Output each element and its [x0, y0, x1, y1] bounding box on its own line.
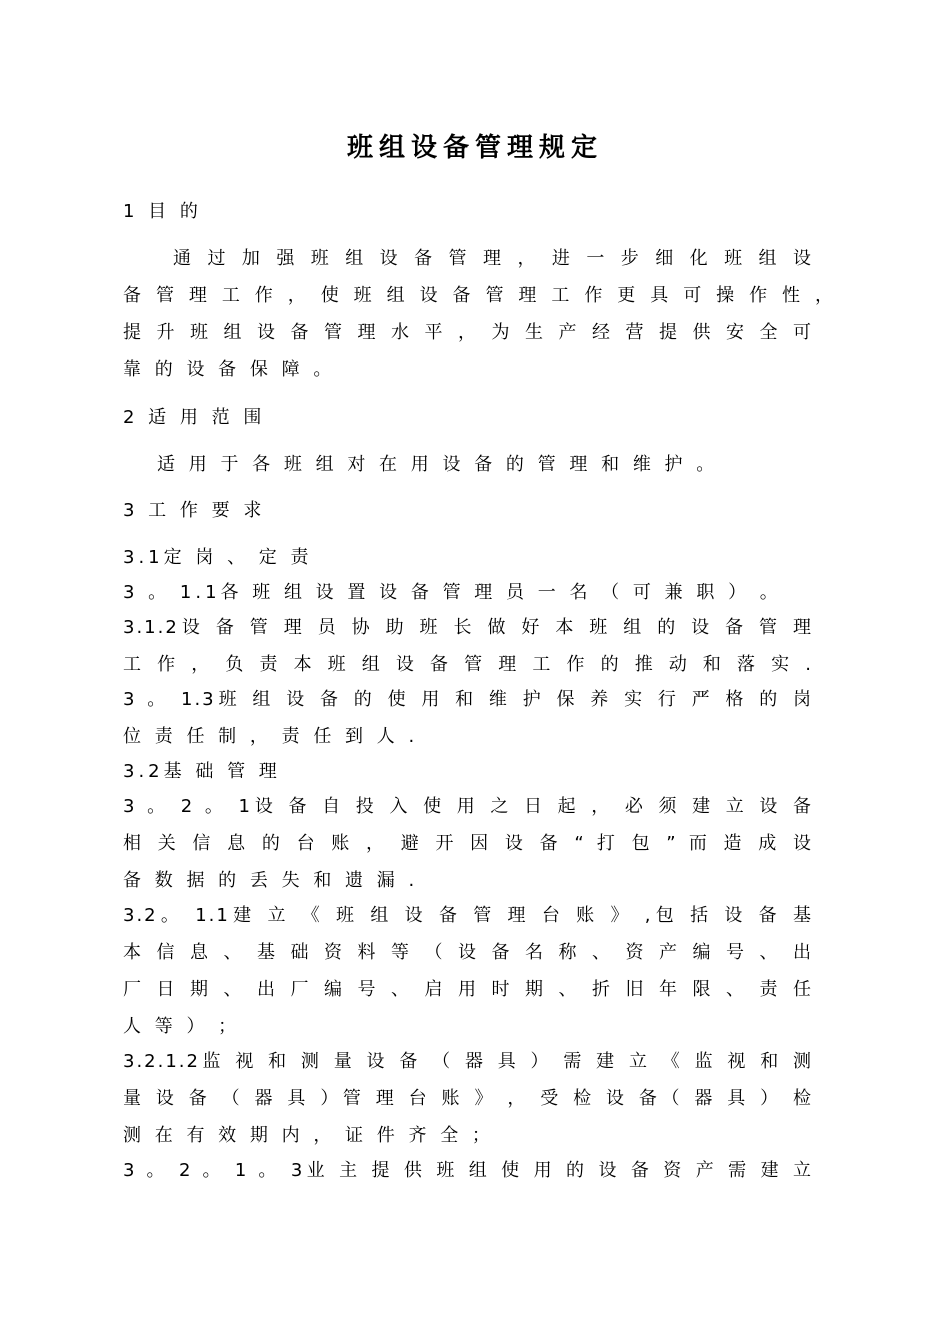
paragraph-line: 人 等 ） ； — [123, 1016, 241, 1037]
paragraph-line: 3 。 1.1各 班 组 设 置 设 备 管 理 员 一 名 （ 可 兼 职 ） 。 — [123, 582, 782, 603]
paragraph-line: 适 用 于 各 班 组 对 在 用 设 备 的 管 理 和 维 护 。 — [157, 454, 719, 475]
paragraph-line: 3.1.2设 备 管 理 员 协 助 班 长 做 好 本 班 组 的 设 备 管 理 — [123, 617, 813, 638]
paragraph-line: 相 关 信 息 的 台 账 ， 避 开 因 设 备 “ 打 包 ” 而 造 成 设 — [123, 833, 813, 854]
section-heading-scope: 2 适 用 范 围 — [123, 407, 266, 428]
document-title: 班组设备管理规定 — [346, 133, 603, 163]
paragraph-line: 3 。 1.3班 组 设 备 的 使 用 和 维 护 保 养 实 行 严 格 的 岗 — [123, 689, 813, 710]
paragraph-line: 备 管 理 工 作 ， 使 班 组 设 备 管 理 工 作 更 具 可 操 作 性 ， — [123, 285, 835, 306]
paragraph-line: 位 责 任 制 ， 责 任 到 人 . — [123, 726, 419, 747]
paragraph-line: 3 。 2 。 1设 备 自 投 入 使 用 之 日 起 ， 必 须 建 立 设 备 — [123, 796, 813, 817]
paragraph-line: 量 设 备 （ 器 具 ）管 理 台 账 》 ， 受 检 设 备（ 器 具 ） 检 — [123, 1088, 813, 1109]
paragraph-line: 提 升 班 组 设 备 管 理 水 平 ， 为 生 产 经 营 提 供 安 全 可 — [123, 322, 813, 343]
paragraph-line: 3 。 2 。 1 。 3业 主 提 供 班 组 使 用 的 设 备 资 产 需 建 立 — [123, 1160, 813, 1181]
subsection-heading: 3.2基 础 管 理 — [123, 761, 281, 782]
section-heading-requirements: 3 工 作 要 求 — [123, 500, 266, 521]
paragraph-line: 通 过 加 强 班 组 设 备 管 理 ， 进 一 步 细 化 班 组 设 — [173, 248, 813, 269]
paragraph-line: 3.2。 1.1建 立 《 班 组 设 备 管 理 台 账 》 ,包 括 设 备 基 — [123, 905, 813, 926]
paragraph-line: 靠 的 设 备 保 障 。 — [123, 359, 336, 380]
paragraph-line: 3.2.1.2监 视 和 测 量 设 备 （ 器 具 ） 需 建 立 《 监 视 和 测 — [123, 1051, 813, 1072]
paragraph-line: 测 在 有 效 期 内 ， 证 件 齐 全 ； — [123, 1125, 494, 1146]
paragraph-line: 工 作 ， 负 责 本 班 组 设 备 管 理 工 作 的 推 动 和 落 实 . — [123, 654, 813, 675]
paragraph-line: 厂 日 期 、 出 厂 编 号 、 启 用 时 期 、 折 旧 年 限 、 责 任 — [123, 979, 813, 1000]
paragraph-line: 备 数 据 的 丢 失 和 遗 漏 . — [123, 870, 419, 891]
section-heading-purpose: 1 目 的 — [123, 201, 202, 222]
paragraph-line: 本 信 息 、 基 础 资 料 等 （ 设 备 名 称 、 资 产 编 号 、 出 — [123, 942, 813, 963]
subsection-heading: 3.1定 岗 、 定 责 — [123, 547, 313, 568]
